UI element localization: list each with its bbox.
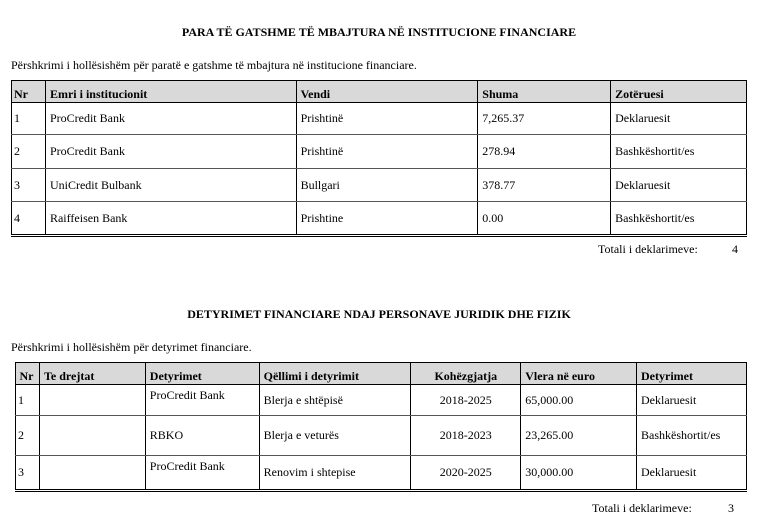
- cell-nr: 3: [16, 456, 40, 491]
- header-institution: Emri i institucionit: [45, 81, 296, 103]
- cell-creditor: ProCredit Bank: [145, 385, 259, 416]
- header-nr: Nr: [12, 81, 46, 103]
- cell-duration: 2018-2023: [411, 416, 521, 456]
- section1-total-value: 4: [732, 242, 738, 256]
- table-row: [16, 385, 747, 416]
- cell-creditor: RBKO: [145, 416, 259, 456]
- cell-value: 30,000.00: [521, 456, 637, 491]
- table-row: [12, 202, 747, 236]
- cell-purpose: Renovim i shtepise: [259, 456, 411, 491]
- cell-owner: Deklaruesit: [637, 456, 747, 491]
- table-row: [16, 416, 747, 456]
- cell-value: 65,000.00: [521, 385, 637, 416]
- cell-owner: Deklaruesit: [637, 385, 747, 416]
- header-purpose: Qëllimi i detyrimit: [259, 363, 411, 385]
- cell-country: Prishtinë: [296, 135, 478, 169]
- header-nr: Nr: [16, 363, 40, 385]
- table-row: [16, 456, 747, 491]
- cell-institution: Raiffeisen Bank: [45, 202, 296, 236]
- header-rights: Te drejtat: [39, 363, 145, 385]
- cell-nr: 2: [16, 416, 40, 456]
- cell-value: 23,265.00: [521, 416, 637, 456]
- section2-total-value: 3: [728, 501, 734, 515]
- section2-description: Përshkrimi i hollësishëm për detyrimet financiare.: [11, 340, 252, 354]
- cell-country: Prishtine: [296, 202, 478, 236]
- section2-total-label: Totali i deklarimeve:: [592, 501, 692, 515]
- cell-amount: 378.77: [478, 169, 611, 202]
- table-header: [16, 363, 747, 385]
- table-row: [12, 135, 747, 169]
- cell-amount: 278.94: [478, 135, 611, 169]
- cell-rights: [39, 456, 145, 491]
- cell-country: Prishtinë: [296, 103, 478, 135]
- cell-institution: UniCredit Bulbank: [45, 169, 296, 202]
- cell-amount: 7,265.37: [478, 103, 611, 135]
- cell-owner: Deklaruesit: [611, 103, 747, 135]
- cell-nr: 1: [12, 103, 46, 135]
- cell-nr: 3: [12, 169, 46, 202]
- cell-amount: 0.00: [478, 202, 611, 236]
- section1-description: Përshkrimi i hollësishëm për paratë e gatshme të mbajtura në institucione financiare.: [11, 58, 417, 72]
- cell-duration: 2020-2025: [411, 456, 521, 491]
- cash-table: [11, 80, 747, 237]
- section1-total-label: Totali i deklarimeve:: [598, 242, 698, 256]
- cell-owner: Deklaruesit: [611, 169, 747, 202]
- table-row: [12, 103, 747, 135]
- cell-nr: 2: [12, 135, 46, 169]
- section1-title: PARA TË GATSHME TË MBAJTURA NË INSTITUCIONE FINANCIARE: [181, 25, 577, 39]
- cell-nr: 1: [16, 385, 40, 416]
- cell-rights: [39, 385, 145, 416]
- cell-nr: 4: [12, 202, 46, 236]
- cell-owner: Bashkëshortit/es: [611, 135, 747, 169]
- cell-country: Bullgari: [296, 169, 478, 202]
- header-amount: Shuma: [478, 81, 611, 103]
- table-row: [12, 169, 747, 202]
- header-liabilities-owner: Detyrimet: [637, 363, 747, 385]
- cell-owner: Bashkëshortit/es: [637, 416, 747, 456]
- cell-duration: 2018-2025: [411, 385, 521, 416]
- cell-purpose: Blerja e veturës: [259, 416, 411, 456]
- header-liabilities: Detyrimet: [145, 363, 259, 385]
- header-duration: Kohëzgjatja: [411, 363, 521, 385]
- cell-institution: ProCredit Bank: [45, 135, 296, 169]
- cell-purpose: Blerja e shtëpisë: [259, 385, 411, 416]
- cell-institution: ProCredit Bank: [45, 103, 296, 135]
- section2-title: DETYRIMET FINANCIARE NDAJ PERSONAVE JURIDIK DHE FIZIK: [187, 307, 571, 321]
- header-country: Vendi: [296, 81, 478, 103]
- cell-rights: [39, 416, 145, 456]
- header-owner: Zotëruesi: [611, 81, 747, 103]
- cell-creditor: ProCredit Bank: [145, 456, 259, 491]
- table-header: [12, 81, 747, 103]
- liabilities-table: [15, 362, 747, 492]
- header-value: Vlera në euro: [521, 363, 637, 385]
- cell-owner: Bashkëshortit/es: [611, 202, 747, 236]
